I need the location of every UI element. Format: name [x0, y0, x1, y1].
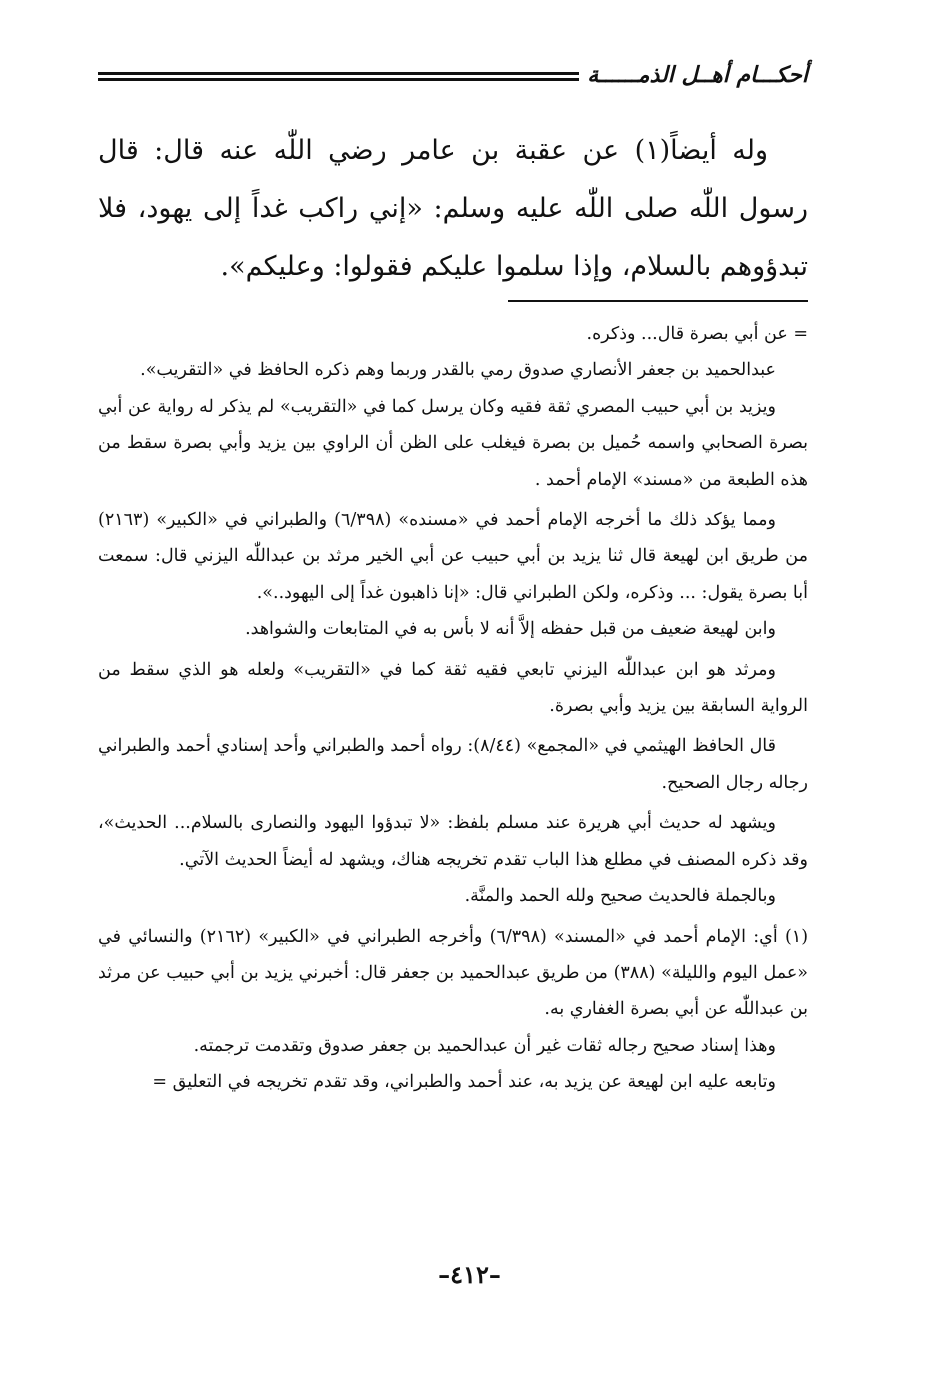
main-text [98, 122, 808, 296]
footnote-paragraph: عبدالحميد بن جعفر الأنصاري صدوق رمي بالقدر وربما وهم ذكره الحافظ في «التقريب». [140, 360, 776, 381]
footnote-paragraph: قال الحافظ الهيثمي في «المجمع» (٨/٤٤): رواه أحمد والطبراني وأحد إسنادي أحمد والطبراني رجاله رجال الصحيح. [98, 736, 808, 793]
footnote-continuation: = عن أبي بصرة قال... وذكره. [586, 324, 808, 344]
header-rule-line [98, 78, 598, 81]
footnote-paragraph: وهذا إسناد صحيح رجاله ثقات غير أن عبدالحميد بن جعفر صدوق وتقدمت ترجمته. [193, 1035, 776, 1056]
running-title: أحكـــام أهــل الذمــــــة [579, 60, 808, 90]
footnote-paragraph: ويزيد بن أبي حبيب المصري ثقة فقيه وكان يرسل كما في «التقريب» لم يذكر له رواية عن أبي بصرة الصحابي واسمه حُميل بن بصرة فيغلب على الظن أن الراوي بين يزيد وأبي بصرة سقط من هذه الطبعة من «مسند» الإمام أحمد . [98, 396, 808, 490]
footnote-paragraph: ويشهد له حديث أبي هريرة عند مسلم بلفظ: «لا تبدؤوا اليهود والنصارى بالسلام... الحديث»، وقد ذكره المصنف في مطلع هذا الباب تقدم تخريجه هناك، ويشهد له أيضاً الحديث الآتي. [98, 813, 808, 870]
footnote-paragraph: وبالجملة فالحديث صحيح ولله الحمد والمنَّة. [464, 886, 776, 907]
header-rule-line [98, 72, 598, 75]
footnote-paragraph: ومرثد هو ابن عبداللّٰه اليزني تابعي فقيه ثقة كما في «التقريب» ولعله هو الذي سقط من الرواية السابقة بين يزيد وأبي بصرة. [98, 659, 808, 717]
page-header [98, 60, 808, 90]
footnote-paragraph: وتابعه عليه ابن لهيعة عن يزيد به، عند أحمد والطبراني، وقد تقدم تخريجه في التعليق = [152, 1072, 776, 1093]
footnotes [98, 316, 808, 1101]
footnote-1: (١) أي: الإمام أحمد في «المسند» (٦/٣٩٨) وأخرجه الطبراني في «الكبير» (٢١٦٢) والنسائي في «عمل اليوم والليلة» (٣٨٨) من طريق عبدالحميد بن جعفر قال: أخبرني يزيد بن أبي حبيب عن مرثد بن عبداللّٰه عن أبي بصرة الغفاري به. [98, 926, 809, 1020]
main-paragraph: وله أيضاً(١) عن عقبة بن عامر رضي اللّٰه عنه قال: قال رسول اللّٰه صلى اللّٰه عليه وسلم: «إني راكب غداً إلى يهود، فلا تبدؤوهم بالسلام، وإذا سلموا عليكم فقولوا: وعليكم». [98, 135, 808, 282]
page-number: –٤١٢– [438, 1260, 501, 1289]
footnote-separator [508, 300, 808, 302]
header-double-rule [98, 72, 598, 84]
footnote-paragraph: ومما يؤكد ذلك ما أخرجه الإمام أحمد في «مسنده» (٦/٣٩٨) والطبراني في «الكبير» (٢١٦٣) من طريق ابن لهيعة قال ثنا يزيد بن أبي حبيب عن أبي الخير مرثد بن عبداللّٰه اليزني قال: سمعت أبا بصرة يقول: ... وذكره، ولكن الطبراني قال: «إنا ذاهبون غداً إلى اليهود..». [98, 510, 808, 603]
footnote-paragraph: وابن لهيعة ضعيف من قبل حفظه إلاَّ أنه لا بأس به في المتابعات والشواهد. [245, 619, 776, 640]
